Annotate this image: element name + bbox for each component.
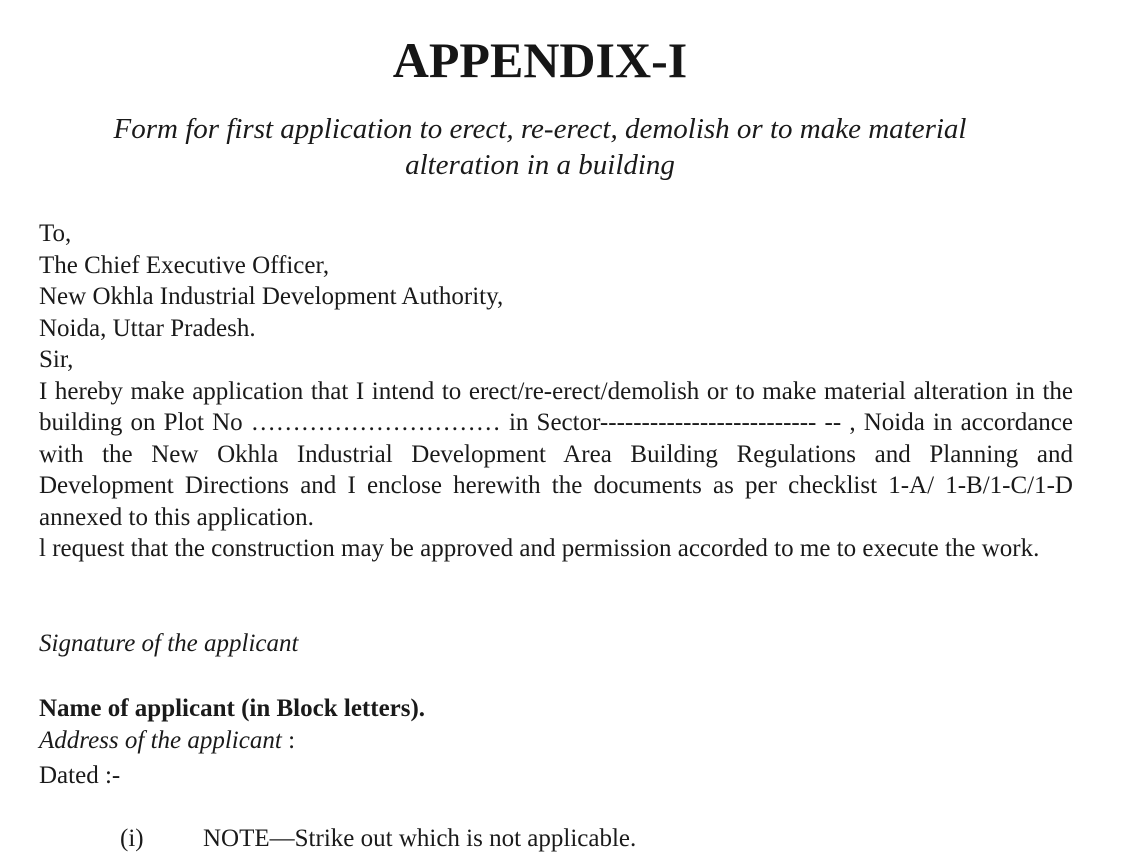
signature-label: Signature of the applicant [39, 630, 299, 657]
applicant-address-label: Address of the applicant [39, 727, 282, 754]
address-recipient: The Chief Executive Officer, [39, 251, 330, 279]
note-text: NOTE—Strike out which is not applicable. [203, 825, 637, 852]
document-title: APPENDIX-I [392, 32, 688, 88]
address-to: To, [39, 220, 72, 247]
address-location: Noida, Uttar Pradesh. [39, 314, 256, 342]
application-paragraph: I hereby make application that I intend to erect/re-erect/demolish or to make material alteration in the building on Plot No ………………………… in Sector-------------------------- -- , Noida in accordance with the New Okhla Industrial Development Area Building Regulations and Planning and Development Directions and I enclose herewith the documents as per checklist 1-A/ 1-B/1-C/1-D annexed to this application. [39, 377, 1073, 531]
applicant-address-colon: : [281, 727, 296, 754]
dated-label: Dated :- [39, 762, 121, 789]
address-organization: New Okhla Industrial Development Authority, [39, 283, 504, 310]
salutation: Sir, [39, 346, 74, 373]
document-subtitle [40, 111, 1040, 183]
request-paragraph: l request that the construction may be approved and permission accorded to me to execute the work. [39, 535, 1040, 562]
note-number: (i) [120, 825, 144, 852]
subtitle-line-1: Form for first application to erect, re-erect, demolish or to make material [113, 113, 967, 145]
applicant-name-label: Name of applicant (in Block letters). [39, 695, 426, 722]
letter-body [39, 218, 1073, 565]
applicant-address-row [39, 725, 295, 757]
note-row [120, 823, 636, 855]
subtitle-line-2: alteration in a building [405, 149, 675, 181]
